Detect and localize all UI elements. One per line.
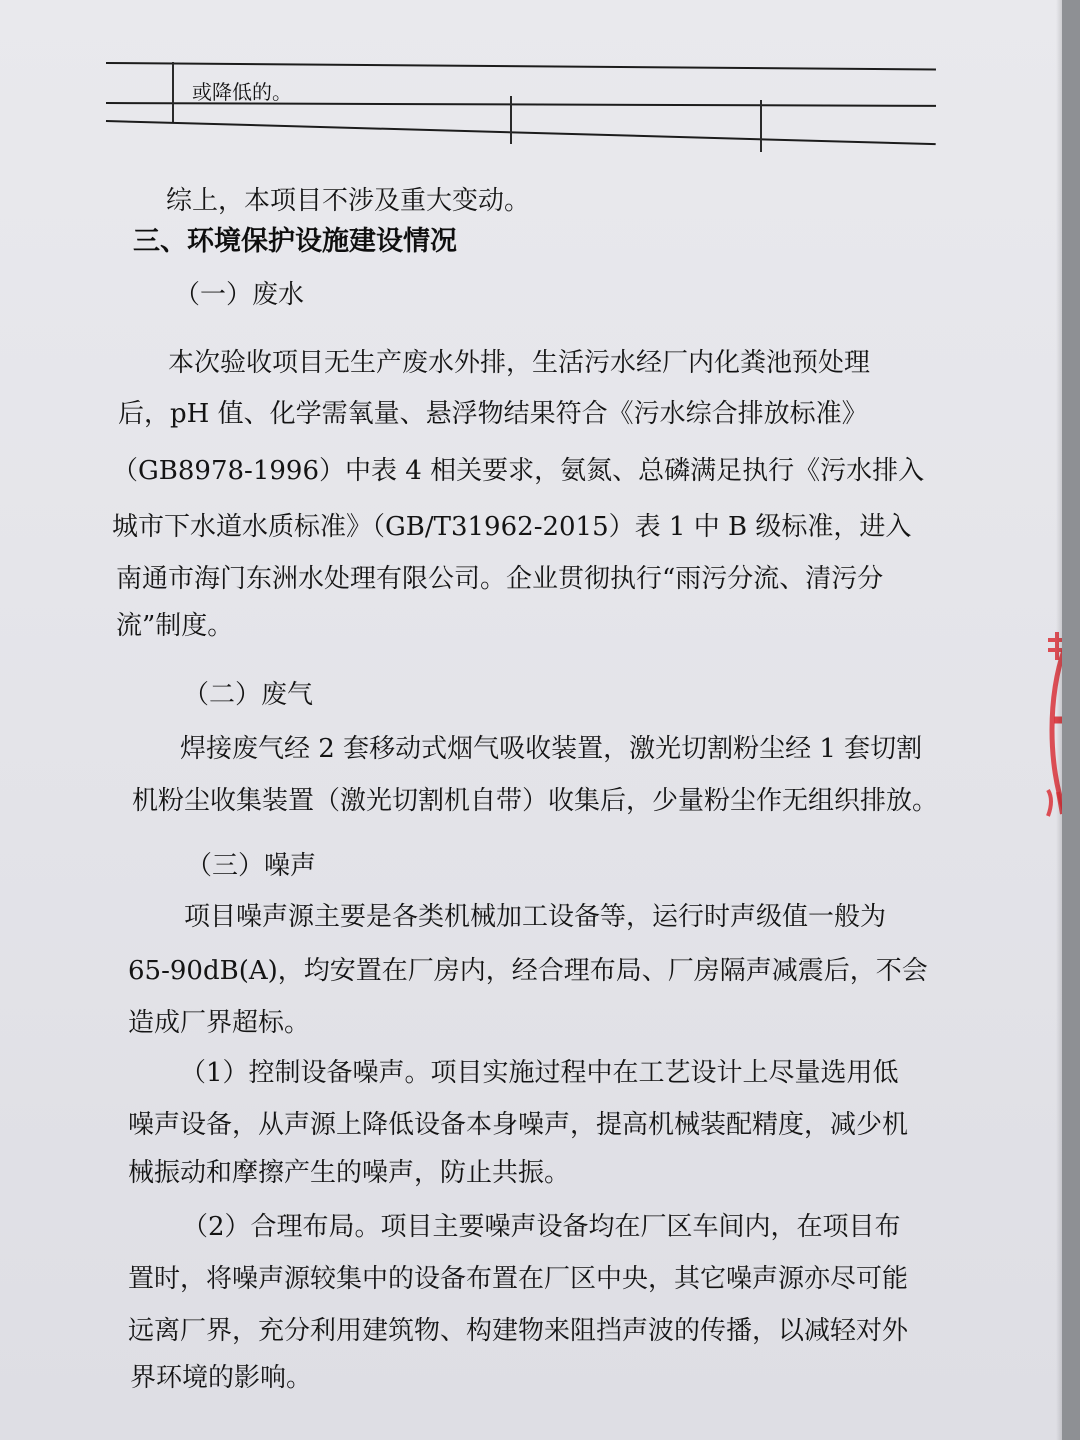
section-title: 三、环境保护设施建设情况 — [133, 226, 457, 257]
paragraph-line: 噪声设备，从声源上降低设备本身噪声，提高机械装配精度，减少机 — [128, 1110, 909, 1140]
red-seal-stamp — [1040, 610, 1062, 860]
paragraph-line: 流”制度。 — [116, 611, 234, 641]
table-fragment — [106, 62, 936, 158]
table-bottom-border — [106, 120, 936, 145]
paragraph-line: （2）合理布局。项目主要噪声设备均在厂区车间内，在项目布 — [182, 1212, 901, 1242]
table-column-divider — [172, 62, 174, 122]
table-top-border — [106, 62, 936, 71]
paragraph-line: 焊接废气经 2 套移动式烟气吸收装置，激光切割粉尘经 1 套切割 — [180, 734, 923, 764]
table-column-divider — [760, 100, 762, 152]
paragraph-line: 城市下水道水质标准》（GB/T31962-2015）表 1 中 B 级标准，进入 — [112, 512, 912, 542]
paragraph-line: 机粉尘收集装置（激光切割机自带）收集后，少量粉尘作无组织排放。 — [132, 786, 939, 816]
paragraph-line: 项目噪声源主要是各类机械加工设备等，运行时声级值一般为 — [184, 902, 887, 932]
paragraph-line: （GB8978-1996）中表 4 相关要求，氨氮、总磷满足执行《污水排入 — [112, 456, 925, 486]
paragraph-line: （1）控制设备噪声。项目实施过程中在工艺设计上尽量选用低 — [180, 1058, 899, 1088]
wastewater-heading: （一）废水 — [174, 280, 305, 310]
paragraph-line: 本次验收项目无生产废水外排，生活污水经厂内化粪池预处理 — [168, 348, 871, 378]
conclusion-text: 综上，本项目不涉及重大变动。 — [166, 186, 531, 216]
paragraph-line: 后，pH 值、化学需氧量、悬浮物结果符合《污水综合排放标准》 — [118, 399, 868, 429]
noise-heading: （三）噪声 — [186, 851, 317, 881]
table-cell-text: 或降低的。 — [192, 80, 292, 104]
paragraph-line: 械振动和摩擦产生的噪声，防止共振。 — [128, 1158, 571, 1188]
paragraph-line: 造成厂界超标。 — [128, 1008, 311, 1038]
table-column-divider — [510, 96, 512, 144]
paragraph-line: 南通市海门东洲水处理有限公司。企业贯彻执行“雨污分流、清污分 — [116, 564, 884, 594]
paragraph-line: 界环境的影响。 — [130, 1363, 313, 1393]
paragraph-line: 远离厂界，充分利用建筑物、构建物来阻挡声波的传播，以减轻对外 — [128, 1316, 909, 1346]
paragraph-line: 65-90dB(A)，均安置在厂房内，经合理布局、厂房隔声减震后，不会 — [128, 956, 928, 986]
exhaust-heading: （二）废气 — [183, 680, 314, 710]
paragraph-line: 置时，将噪声源较集中的设备布置在厂区中央，其它噪声源亦尽可能 — [128, 1264, 909, 1294]
